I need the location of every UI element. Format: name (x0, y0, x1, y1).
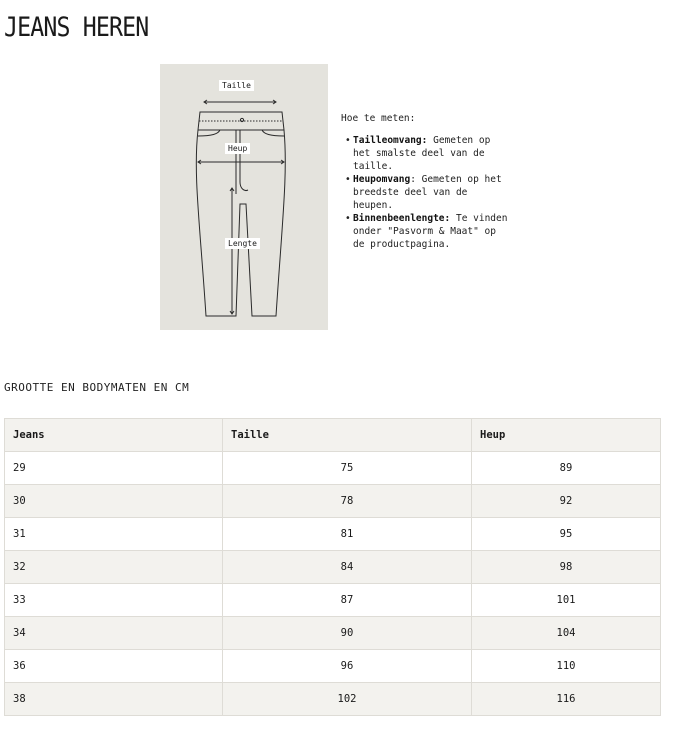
measure-term: Heupomvang (353, 174, 411, 185)
measure-list (341, 134, 511, 251)
measure-term: Binnenbeenlengte: (353, 213, 451, 224)
column-header-jeans: Jeans (5, 419, 223, 452)
table-row (5, 683, 661, 716)
table-row (5, 518, 661, 551)
cell-size: 30 (5, 485, 223, 518)
length-label: Lengte (225, 238, 260, 249)
cell-hip: 92 (472, 485, 661, 518)
waist-label: Taille (219, 80, 254, 91)
jeans-measurement-illustration (160, 64, 328, 330)
cell-size: 32 (5, 551, 223, 584)
cell-waist: 102 (223, 683, 472, 716)
how-to-measure (341, 112, 511, 251)
cell-waist: 75 (223, 452, 472, 485)
measure-term: Tailleomvang: (353, 135, 428, 146)
table-row (5, 452, 661, 485)
cell-hip: 89 (472, 452, 661, 485)
cell-size: 38 (5, 683, 223, 716)
how-to-intro: Hoe te meten: (341, 113, 416, 124)
measure-text: Gemeten op het smalste deel van de taille. (353, 135, 491, 172)
cell-hip: 104 (472, 617, 661, 650)
cell-waist: 81 (223, 518, 472, 551)
table-row (5, 617, 661, 650)
table-row (5, 584, 661, 617)
cell-hip: 116 (472, 683, 661, 716)
size-table (4, 418, 661, 716)
cell-size: 34 (5, 617, 223, 650)
cell-hip: 95 (472, 518, 661, 551)
cell-size: 29 (5, 452, 223, 485)
hip-label: Heup (225, 143, 250, 154)
cell-waist: 96 (223, 650, 472, 683)
cell-waist: 87 (223, 584, 472, 617)
cell-hip: 101 (472, 584, 661, 617)
cell-size: 31 (5, 518, 223, 551)
table-row (5, 485, 661, 518)
cell-size: 36 (5, 650, 223, 683)
measure-item-waist (341, 134, 511, 173)
column-header-waist: Taille (223, 419, 472, 452)
cell-hip: 110 (472, 650, 661, 683)
section-title: GROOTTE EN BODYMATEN EN CM (4, 381, 190, 394)
cell-size: 33 (5, 584, 223, 617)
cell-waist: 78 (223, 485, 472, 518)
measure-item-inseam (341, 212, 511, 251)
jeans-icon (160, 64, 328, 330)
table-row (5, 551, 661, 584)
table-row (5, 650, 661, 683)
cell-waist: 84 (223, 551, 472, 584)
page-title: JEANS HEREN (4, 12, 149, 43)
column-header-hip: Heup (472, 419, 661, 452)
cell-waist: 90 (223, 617, 472, 650)
cell-hip: 98 (472, 551, 661, 584)
measure-item-hip (341, 173, 511, 212)
table-header-row (5, 419, 661, 452)
measure-text: Te vinden onder "Pasvorm & Maat" op de productpagina. (353, 213, 508, 250)
measure-text: : Gemeten op het breedste deel van de heupen. (353, 174, 502, 211)
